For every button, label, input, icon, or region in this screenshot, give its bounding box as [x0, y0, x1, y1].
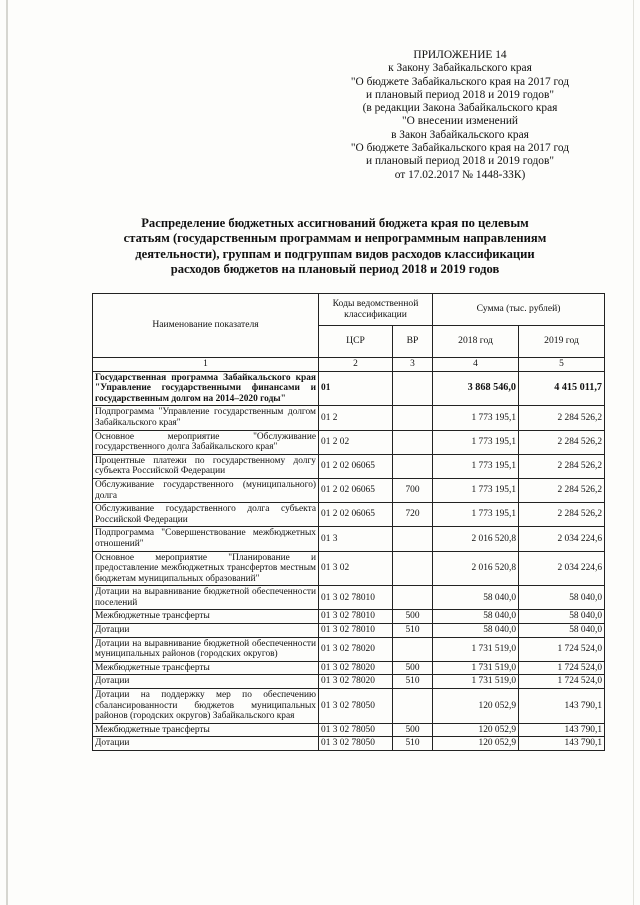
- row-amount-2018: 1 731 519,0: [433, 675, 519, 689]
- table-row: [93, 723, 605, 737]
- table-row: [93, 478, 605, 502]
- row-csr-code: 01 3 02 78050: [319, 723, 393, 737]
- row-amount-2019: 58 040,0: [519, 624, 605, 638]
- appendix-line: и плановый период 2018 и 2019 годов": [366, 88, 554, 101]
- table-row: [93, 527, 605, 551]
- appendix-line: "О внесении изменений: [401, 115, 519, 128]
- table-body: [93, 371, 605, 750]
- row-name: Дотации на поддержку мер по обеспечению сбалансированности бюджетов муниципальных районов (городских округов) Забайкальского края: [93, 689, 319, 724]
- row-vr-code: [393, 586, 433, 610]
- row-amount-2018: 120 052,9: [433, 737, 519, 751]
- row-csr-code: 01 3 02 78010: [319, 610, 393, 624]
- row-amount-2019: 58 040,0: [519, 586, 605, 610]
- row-amount-2019: 143 790,1: [519, 689, 605, 724]
- row-name: Межбюджетные трансферты: [93, 610, 319, 624]
- row-name: Процентные платежи по государственному долгу субъекта Российской Федерации: [93, 454, 319, 478]
- row-vr-code: 510: [393, 675, 433, 689]
- row-amount-2019: 2 284 526,2: [519, 503, 605, 527]
- row-name: Дотации на выравнивание бюджетной обеспеченности муниципальных районов (городских округов): [93, 637, 319, 661]
- table-row: [93, 430, 605, 454]
- row-name: Дотации на выравнивание бюджетной обеспеченности поселений: [93, 586, 319, 610]
- row-csr-code: 01 3 02 78050: [319, 689, 393, 724]
- row-vr-code: 500: [393, 723, 433, 737]
- row-vr-code: 500: [393, 610, 433, 624]
- appendix-header: [310, 49, 610, 182]
- row-vr-code: [393, 454, 433, 478]
- row-amount-2019: 1 724 524,0: [519, 675, 605, 689]
- header-name: Наименование показателя: [93, 294, 319, 358]
- row-vr-code: [393, 371, 433, 406]
- row-name: Основное мероприятие "Обслуживание государственного долга Забайкальского края": [93, 430, 319, 454]
- appendix-line: и плановый период 2018 и 2019 годов": [366, 155, 554, 168]
- table-row: [93, 586, 605, 610]
- appendix-line: от 17.02.2017 № 1448-ЗЗК): [394, 168, 526, 181]
- row-csr-code: 01 2 02: [319, 430, 393, 454]
- row-csr-code: 01 3 02 78020: [319, 661, 393, 675]
- row-csr-code: 01 3 02 78050: [319, 737, 393, 751]
- row-amount-2018: 1 731 519,0: [433, 637, 519, 661]
- table-row: [93, 637, 605, 661]
- row-csr-code: 01 2: [319, 406, 393, 430]
- column-number: 5: [519, 358, 605, 372]
- title-line: Распределение бюджетных ассигнований бюджета края по целевым: [141, 216, 529, 230]
- row-name: Подпрограмма "Совершенствование межбюджетных отношений": [93, 527, 319, 551]
- header-codes: Коды ведомственной классификации: [319, 294, 433, 326]
- row-amount-2018: 58 040,0: [433, 624, 519, 638]
- row-name: Дотации: [93, 624, 319, 638]
- row-vr-code: 700: [393, 478, 433, 502]
- row-vr-code: [393, 527, 433, 551]
- scan-edge-left: [6, 0, 8, 905]
- table-row: [93, 624, 605, 638]
- table-row: [93, 737, 605, 751]
- row-amount-2018: 120 052,9: [433, 689, 519, 724]
- row-amount-2019: 2 034 224,6: [519, 527, 605, 551]
- row-amount-2019: 143 790,1: [519, 723, 605, 737]
- table-row: [93, 661, 605, 675]
- table-row: [93, 610, 605, 624]
- row-amount-2019: 1 724 524,0: [519, 637, 605, 661]
- table-row: [93, 689, 605, 724]
- row-amount-2019: 2 284 526,2: [519, 430, 605, 454]
- column-number: 4: [433, 358, 519, 372]
- table-row: [93, 551, 605, 586]
- appendix-line: в Закон Забайкальского края: [391, 128, 529, 141]
- appendix-line: (в редакции Закона Забайкальского края: [362, 102, 558, 115]
- row-vr-code: 510: [393, 737, 433, 751]
- column-number: 1: [93, 358, 319, 372]
- table-row: [93, 454, 605, 478]
- row-amount-2018: 3 868 546,0: [433, 371, 519, 406]
- row-amount-2018: 1 773 195,1: [433, 406, 519, 430]
- row-vr-code: [393, 637, 433, 661]
- table-row: [93, 675, 605, 689]
- appendix-line: к Закону Забайкальского края: [388, 62, 532, 75]
- budget-table: [92, 293, 605, 751]
- row-vr-code: [393, 430, 433, 454]
- row-name: Межбюджетные трансферты: [93, 723, 319, 737]
- header-amount: Сумма (тыс. рублей): [433, 294, 605, 326]
- table-row: [93, 503, 605, 527]
- row-name: Дотации: [93, 737, 319, 751]
- row-vr-code: [393, 689, 433, 724]
- row-vr-code: 510: [393, 624, 433, 638]
- row-name: Подпрограмма "Управление государственным долгом Забайкальского края": [93, 406, 319, 430]
- row-csr-code: 01 2 02 06065: [319, 503, 393, 527]
- title-line: деятельности), группам и подгруппам видов расходов классификации: [135, 246, 535, 261]
- header-2018: 2018 год: [433, 326, 519, 358]
- row-amount-2018: 1 773 195,1: [433, 503, 519, 527]
- table-row: [93, 406, 605, 430]
- row-amount-2019: 58 040,0: [519, 610, 605, 624]
- row-name: Дотации: [93, 675, 319, 689]
- row-csr-code: 01 3 02 78010: [319, 624, 393, 638]
- row-csr-code: 01 3: [319, 527, 393, 551]
- appendix-line: "О бюджете Забайкальского края на 2017 год: [350, 75, 570, 88]
- row-amount-2019: 1 724 524,0: [519, 661, 605, 675]
- row-name: Обслуживание государственного (муниципального) долга: [93, 478, 319, 502]
- row-amount-2018: 58 040,0: [433, 610, 519, 624]
- row-amount-2018: 2 016 520,8: [433, 551, 519, 586]
- row-amount-2019: 2 284 526,2: [519, 454, 605, 478]
- document-title: [100, 216, 570, 278]
- row-amount-2019: 143 790,1: [519, 737, 605, 751]
- row-name: Государственная программа Забайкальского края "Управление государственными финансами и государственным долгом на 2014–2020 годы": [93, 371, 319, 406]
- row-csr-code: 01 3 02 78020: [319, 675, 393, 689]
- header-csr: ЦСР: [319, 326, 393, 358]
- row-csr-code: 01 2 02 06065: [319, 478, 393, 502]
- scan-edge-right: [633, 0, 634, 905]
- row-amount-2019: 2 284 526,2: [519, 478, 605, 502]
- title-line: расходов бюджетов на плановый период 2018 и 2019 годов: [170, 262, 500, 277]
- row-csr-code: 01 3 02 78020: [319, 637, 393, 661]
- row-amount-2019: 4 415 011,7: [519, 371, 605, 406]
- row-amount-2019: 2 284 526,2: [519, 406, 605, 430]
- row-vr-code: [393, 551, 433, 586]
- row-name: Основное мероприятие "Планирование и предоставление межбюджетных трансфертов местным бюджетам муниципальных образований": [93, 551, 319, 586]
- row-csr-code: 01: [319, 371, 393, 406]
- row-amount-2018: 58 040,0: [433, 586, 519, 610]
- title-line: статьям (государственным программам и непрограммным направлениям: [123, 231, 547, 246]
- column-number: 3: [393, 358, 433, 372]
- row-vr-code: [393, 406, 433, 430]
- appendix-line: "О бюджете Забайкальского края на 2017 год: [350, 142, 570, 155]
- row-name: Обслуживание государственного долга субъекта Российской Федерации: [93, 503, 319, 527]
- row-amount-2018: 120 052,9: [433, 723, 519, 737]
- header-2019: 2019 год: [519, 326, 605, 358]
- row-csr-code: 01 3 02 78010: [319, 586, 393, 610]
- table-row: [93, 371, 605, 406]
- row-amount-2018: 1 773 195,1: [433, 478, 519, 502]
- appendix-line: ПРИЛОЖЕНИЕ 14: [413, 49, 507, 61]
- row-amount-2019: 2 034 224,6: [519, 551, 605, 586]
- row-csr-code: 01 2 02 06065: [319, 454, 393, 478]
- row-vr-code: 720: [393, 503, 433, 527]
- row-amount-2018: 1 731 519,0: [433, 661, 519, 675]
- column-number: 2: [319, 358, 393, 372]
- row-amount-2018: 2 016 520,8: [433, 527, 519, 551]
- row-vr-code: 500: [393, 661, 433, 675]
- header-vr: ВР: [393, 326, 433, 358]
- row-amount-2018: 1 773 195,1: [433, 430, 519, 454]
- row-name: Межбюджетные трансферты: [93, 661, 319, 675]
- row-csr-code: 01 3 02: [319, 551, 393, 586]
- row-amount-2018: 1 773 195,1: [433, 454, 519, 478]
